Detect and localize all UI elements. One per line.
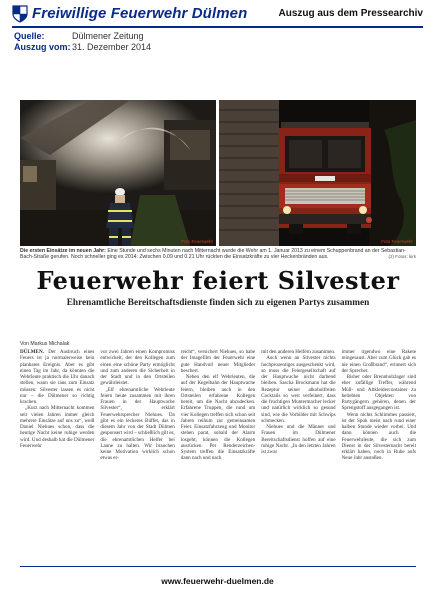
photo-credit-badge: Foto Feuerwehr	[381, 239, 413, 244]
article-paragraph: immer irgendwo eine Rakete reingesaust. Aber zum Glück gab es nie einen Großbrand“, erinnert sich der Sprecher.	[341, 349, 416, 374]
article-paragraph: reicht“, versichert Niehues, so habe der Imagefilm der Feuerwehr eine gute Handvoll neuer Mitglieder beschert.	[180, 349, 256, 374]
article-paragraph: vor zwei Jahren einen Kompromiss entwickelt, der den Kollegen zum einen eine schöne Party ermöglicht und zum anderen die Sicherheit in der Stadt und in den Ortsteilen gewährleistet.	[100, 349, 175, 387]
article-column	[20, 349, 94, 462]
date-value: 31. Dezember 2014	[72, 42, 152, 52]
footer-divider	[20, 566, 416, 567]
firefighter-photo	[20, 100, 216, 246]
article-paragraph: „Elf ehrenamtliche Wehrleute feiern heute zusammen mit ihren Frauen in der Hauptwache Silvester“, erklärt Feuerwehrsprecher Niehues. Da gibt es ein leckeres Büffet, das in diesem Jahr von der Stadt Dülmen gesponsert wird – schließlich gilt es, die ehrenamtlichen Helfer bei Laune zu halten. Wir brauchen keine Motivation wirklich schon etwas er-	[100, 386, 175, 462]
photo-credit-badge: Foto Feuerwehr	[181, 239, 213, 244]
header-divider	[12, 26, 423, 28]
organization-name: Freiwillige Feuerwehr Dülmen	[32, 5, 248, 22]
article-paragraph: Neben den elf Wehrleuten, die auf der Kegelbahn der Hauptwache feiern, bleiben auch in den Ortsteilen erfahrene Kollegen bereit, um die Nacht abzudecken. Erfahrene Truppen, die rund um vier Kollegen treffen sich schon seit Jahren reihum zur gemeinsamen Feier. Einsatzfahrzeug und Monitor stehen parat, sobald der Alarm losgeht, können die Kollegen ausrücken. Per Renderzeichen-System treffen die Einsatzkräfte dann nach und nach	[180, 374, 256, 462]
date-label: Auszug vom:	[14, 42, 71, 52]
article-paragraph: mit den anderen Helfern zusammen.	[261, 349, 336, 355]
source-label: Quelle:	[14, 31, 45, 41]
article-column	[261, 349, 335, 462]
article-headline: Feuerwehr feiert Silvester	[36, 266, 400, 295]
caption-text: Eine Stunde und sechs Minuten nach Mitternacht wurde die Wehr am 1. Januar 2013 zu einem Schuppenbrand an der Sebastian-Bach-Straße gerufen. Noch schneller ging es 2014: Zwischen 0.09 und 0.21 Uhr rückten die Einsatzkräfte zu vier Heckenbränden aus.	[20, 248, 406, 261]
article-paragraph: „Kurz nach Mitternacht kommen seit vielen Jahren immer gleich mehrere Einsätze auf uns zu“, weiß Daniel Niehues schon, dass die heutige Nacht keine ruhige werden wird. Und deshalb hat die Dülmener Feuerwehr	[20, 405, 95, 449]
article-paragraph	[20, 349, 94, 405]
paragraph-text: Der Ausbruch eines Feuers ist ja normalerweise kein planbares Ereignis. Aber es gibt einen Tag im Jahr, da könnten die Wehrleute praktisch die Uhr danach stellen, wann sie raus zum Einsatz müssen: Silvester lassen es nicht nur – die Dülmener so richtig krachen.	[20, 349, 95, 405]
article-column	[342, 349, 416, 462]
article-paragraph: Bisher oder Brennholzlager sind eher zufällige Treffer, während Müll- und Altkleidercontainer zu beliebten Objekten von Partygängern gehören, denen der Sprengstoff ausgegangen ist.	[341, 374, 416, 412]
article-column	[181, 349, 255, 462]
article-column	[100, 349, 174, 462]
fire-department-crest-icon	[12, 5, 28, 23]
article-subheadline: Ehrenamtliche Bereitschaftsdienste finden sich zu eigenen Partys zusammen	[66, 298, 370, 308]
caption-lead: Die ersten Einsätze im neuen Jahr:	[20, 248, 106, 254]
website-link[interactable]: www.feuerwehr-duelmen.de	[161, 576, 274, 586]
article-byline: Von Markus Michalak	[20, 341, 70, 347]
article-paragraph: Auch wenn an Silvester nichts hochprozentiges ausgeschenkt wird, so muss die Feiergesellschaft auf der Hauptwache nicht darbend bleiben. Sascha Brockmann hat die Rezeptur seiner alkoholfreien Cocktails so weit verfeinert, dass die fruchtigen Muntermacher lecker und natürlich wirklich so gesund sind, wie die Vorbilder mit Schwips schmecken.	[261, 355, 336, 424]
caption-credit: (2) Fotos: kirk	[388, 254, 416, 260]
article-paragraph: Niehues und die Männer und Frauen im Dülmener Bereitschaftsdienst hoffen auf eine ruhige Nacht. „In den letzten Jahren ist zwar	[261, 424, 336, 455]
article-paragraph: Wenn nichts Schlimmes passiert, ist der Spuk meist nach rund einer halben Stunde wieder vorbei. Und dann können auch die Feuerwehrleute, die sich zum Dienst in der Silvesternacht bereit erklärt haben, noch in Ruhe aufs Neue Jahr anstoßen.	[341, 411, 416, 462]
source-meta	[14, 31, 151, 53]
photo-row	[20, 100, 416, 246]
archive-label: Auszug aus dem Pressearchiv	[278, 8, 423, 19]
fire-truck-photo	[219, 100, 416, 246]
page-header	[12, 4, 423, 26]
source-row	[14, 31, 151, 42]
dateline: DÜLMEN.	[20, 349, 44, 355]
source-value: Dülmener Zeitung	[72, 31, 144, 41]
photo-caption	[20, 248, 416, 261]
date-row	[14, 42, 151, 53]
article-body	[20, 349, 416, 462]
